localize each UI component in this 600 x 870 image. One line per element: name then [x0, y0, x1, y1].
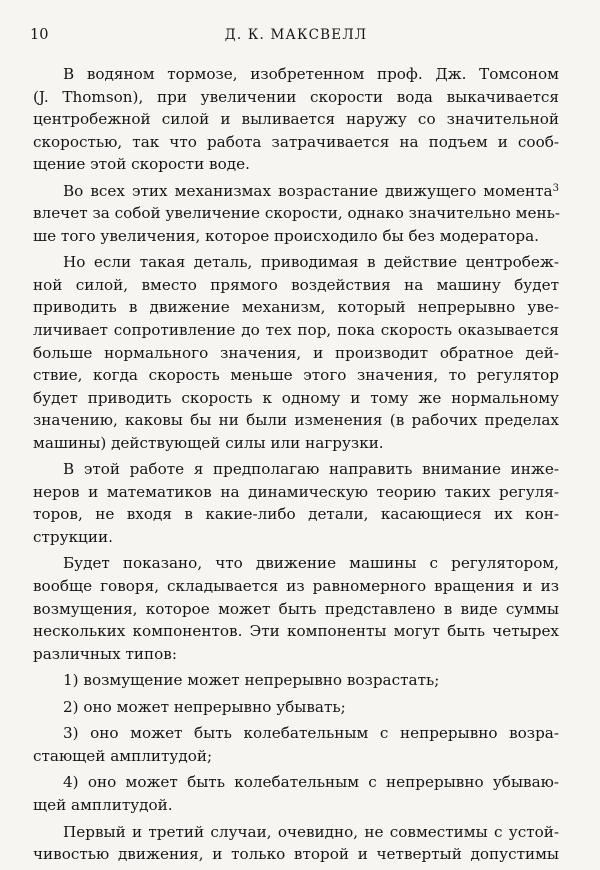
- text-line: стающей амплитудой;: [33, 746, 213, 765]
- page-body: [33, 63, 559, 870]
- text-line: В этой работе я предполагаю направить внимание инже-: [63, 460, 559, 479]
- paragraph: [33, 251, 559, 454]
- text-line: (J. Thomson), при увеличении скорости вода выкачивается: [33, 87, 559, 106]
- list-item: [33, 696, 559, 719]
- paragraph: [33, 63, 559, 176]
- text-line: 3) оно может быть колебательным с непрерывно возра-: [63, 724, 559, 743]
- text-line: различных типов:: [33, 644, 177, 663]
- text-line: больше нормального значения, и производит обратное дей-: [33, 343, 559, 362]
- text-line: В водяном тормозе, изобретенном проф. Дж. Томсоном: [63, 65, 559, 83]
- list-item: [33, 669, 559, 692]
- text-line: возмущения, которое может быть представлено в виде суммы: [33, 599, 559, 618]
- text-line: скоростью, так что работа затрачивается на подъем и сооб-: [33, 132, 559, 151]
- footnote-mark: 3: [552, 182, 559, 194]
- text-line: ствие, когда скорость меньше этого значения, то регулятор: [33, 366, 559, 385]
- text-line: машины) действующей силы или нагрузки.: [33, 433, 384, 452]
- text-line: торов, не входя в какие-либо детали, касающиеся их кон-: [33, 505, 559, 524]
- text-line: центробежной силой и выливается наружу со значительной: [33, 110, 559, 129]
- list-item: [33, 771, 559, 816]
- text-line: щей амплитудой.: [33, 795, 173, 814]
- text-line: ше того увеличения, которое происходило бы без модератора.: [33, 226, 539, 245]
- text-line: 1) возмущение может непрерывно возрастать;: [63, 671, 440, 690]
- text-line: приводить в движение механизм, который непрерывно уве-: [33, 298, 559, 317]
- text-line: нескольких компонентов. Эти компоненты могут быть четырех: [33, 622, 559, 641]
- text-line-content: Во всех этих механизмах возрастание движущего момента: [63, 181, 553, 200]
- paragraph: [33, 458, 559, 548]
- text-line: Но если такая деталь, приводимая в действие центробеж-: [63, 253, 559, 272]
- text-line: щение этой скорости воде.: [33, 155, 250, 174]
- text-line: неров и математиков на динамическую теорию таких регуля-: [33, 482, 559, 501]
- paragraph: [33, 552, 559, 665]
- page-header: [30, 27, 562, 49]
- text-line: 2) оно может непрерывно убывать;: [63, 697, 346, 716]
- text-line: будет приводить скорость к одному и тому же нормальному: [33, 388, 559, 407]
- list-item: [33, 722, 559, 767]
- text-line: значению, каковы бы ни были изменения (в рабочих пределах: [33, 411, 559, 430]
- text-line: Первый и третий случаи, очевидно, не совместимы с устой-: [63, 822, 559, 841]
- text-line: 4) оно может быть колебательным с непрерывно убываю-: [63, 773, 559, 792]
- text-line: вообще говоря, складывается из равномерного вращения и из: [33, 577, 559, 596]
- running-title: Д. К. МАКСВЕЛЛ: [224, 27, 368, 43]
- paragraph: [33, 180, 559, 248]
- text-line: влечет за собой увеличение скорости, однако значительно мень-: [33, 204, 561, 223]
- page-number: 10: [30, 27, 49, 43]
- text-line: струкции.: [33, 527, 113, 546]
- text-line: личивает сопротивление до тех пор, пока скорость оказывается: [33, 321, 559, 340]
- text-line: [33, 180, 559, 203]
- paragraph: [33, 821, 559, 866]
- text-line: чивостью движения, и только второй и четвертый допустимы: [33, 845, 559, 864]
- text-line: ной силой, вместо прямого воздействия на машину будет: [33, 275, 559, 294]
- text-line: Будет показано, что движение машины с регулятором,: [63, 554, 559, 573]
